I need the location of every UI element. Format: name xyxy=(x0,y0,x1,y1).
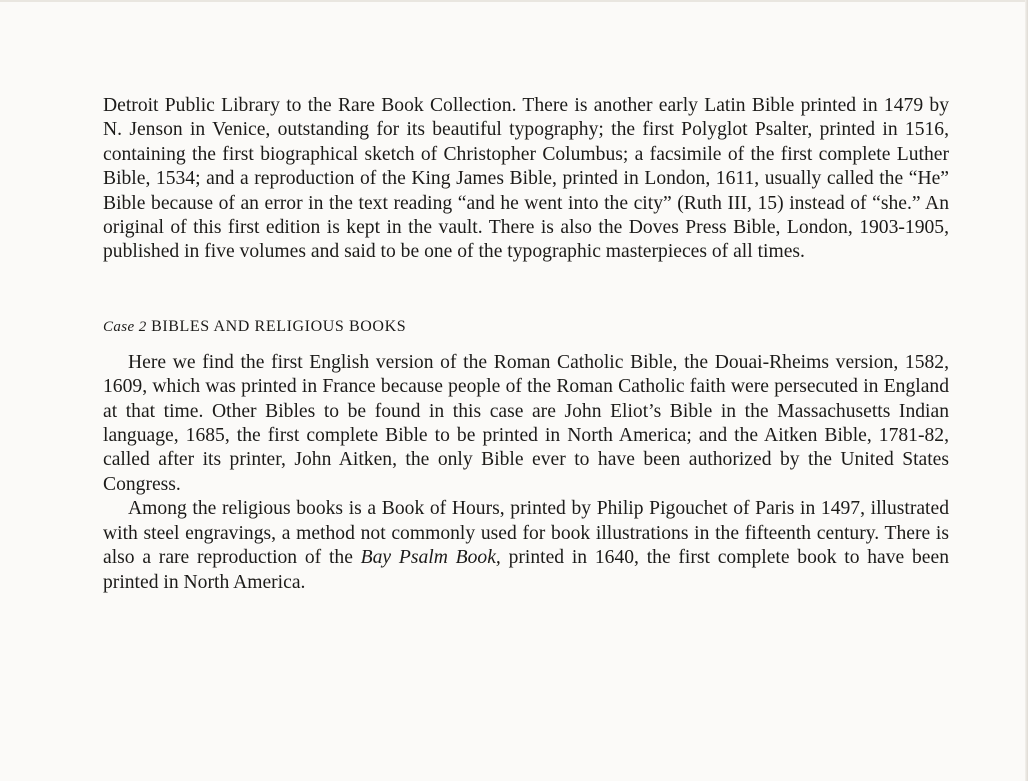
paragraph-religious-books-part-2: printed in 1640, the first complete book to have been printed in North America. xyxy=(103,547,950,593)
paragraph-english-bibles: Here we find the first English version of the Roman Catholic Bible, the Douai-Rheims version, 1582, 1609, which was printed in France because people of the Roman Catholic faith were persecuted in England at that time. Other Bibles to be found in this case are John Eliot’s Bible in the Massachusetts Indian language, 1685, the first complete Bible to be printed in North America; and the Aitken Bible, 1781-82, called after its printer, John Aitken, the only Bible ever to have been authorized by the United States Congress. xyxy=(103,351,949,495)
page-top-edge xyxy=(0,0,1028,2)
body-text xyxy=(103,94,949,595)
case-label: Case 2 xyxy=(103,318,147,335)
book-title-bay-psalm-book: Bay Psalm Book, xyxy=(360,547,501,569)
section-heading xyxy=(103,316,949,338)
paragraph-rare-book-collection: Detroit Public Library to the Rare Book Collection. There is another early Latin Bible printed in 1479 by N. Jenson in Venice, outstanding for its beautiful typography; the first Polyglot Psalter, printed in 1516, containing the first biographical sketch of Christopher Columbus; a facsimile of the first complete Luther Bible, 1534; and a reproduction of the King James Bible, printed in London, 1611, usually called the “He” Bible because of an error in the text reading “and he went into the city” (Ruth III, 15) instead of “she.” An original of this first edition is kept in the vault. There is also the Doves Press Bible, London, 1903-1905, published in five volumes and said to be one of the typographic masterpieces of all times. xyxy=(103,95,949,263)
paragraph-religious-books xyxy=(103,497,949,595)
section-title: BIBLES AND RELIGIOUS BOOKS xyxy=(151,317,407,335)
paragraph-religious-books-part-1: Among the religious books is a Book of Hours, printed by Philip Pigouchet of Paris in 1497, illustrated with steel engravings, a method not commonly used for book illustrations in the fifteenth century. There is also a rare reproduction of the xyxy=(103,498,949,569)
